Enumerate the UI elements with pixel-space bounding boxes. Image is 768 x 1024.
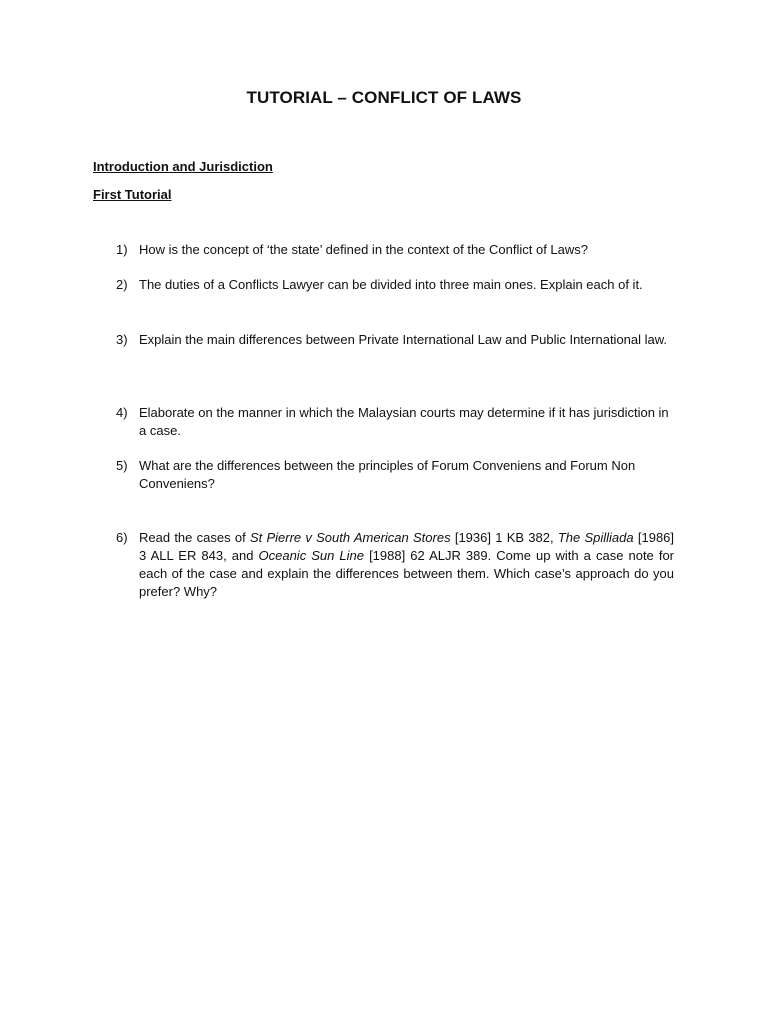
question-2 bbox=[116, 276, 676, 294]
document-title: TUTORIAL – CONFLICT OF LAWS bbox=[246, 88, 522, 107]
question-5 bbox=[116, 457, 676, 493]
question-number: 3) bbox=[116, 332, 128, 347]
question-text: The duties of a Conflicts Lawyer can be divided into three main ones. Explain each of it. bbox=[139, 277, 643, 292]
question-number: 2) bbox=[116, 277, 128, 292]
question-text: Explain the main differences between Private International Law and Public International law. bbox=[139, 332, 668, 347]
question-text: How is the concept of ‘the state’ defined in the context of the Conflict of Laws? bbox=[139, 242, 589, 257]
text-segment: [1936] 1 KB 382, bbox=[450, 530, 558, 545]
question-number: 6) bbox=[116, 530, 128, 545]
tutorial-heading: First Tutorial bbox=[93, 187, 172, 202]
section-heading: Introduction and Jurisdiction bbox=[93, 159, 273, 174]
question-3 bbox=[116, 331, 676, 349]
question-number: 5) bbox=[116, 458, 128, 473]
question-text: Elaborate on the manner in which the Malaysian courts may determine if it has jurisdiction in a case. bbox=[139, 405, 669, 438]
question-number: 1) bbox=[116, 242, 128, 257]
case-name-oceanic-sun-line: Oceanic Sun Line bbox=[258, 548, 365, 563]
question-4 bbox=[116, 404, 676, 440]
question-1 bbox=[116, 241, 676, 259]
case-name-st-pierre: St Pierre v South American Stores bbox=[249, 530, 451, 545]
text-segment: [1988] 62 ALJR 389. Come up with a case note for each of the case and explain the differences between them. Which case’s approach do you prefer? Why? bbox=[139, 548, 675, 599]
text-segment: [1986] 3 ALL ER 843, and bbox=[139, 530, 675, 563]
question-text bbox=[139, 529, 674, 601]
text-segment: Read the cases of bbox=[139, 530, 250, 545]
case-name-spilliada: The Spilliada bbox=[557, 530, 634, 545]
question-6 bbox=[116, 529, 676, 601]
question-number: 4) bbox=[116, 405, 128, 420]
question-text: What are the differences between the principles of Forum Conveniens and Forum Non Conveniens? bbox=[139, 458, 636, 491]
